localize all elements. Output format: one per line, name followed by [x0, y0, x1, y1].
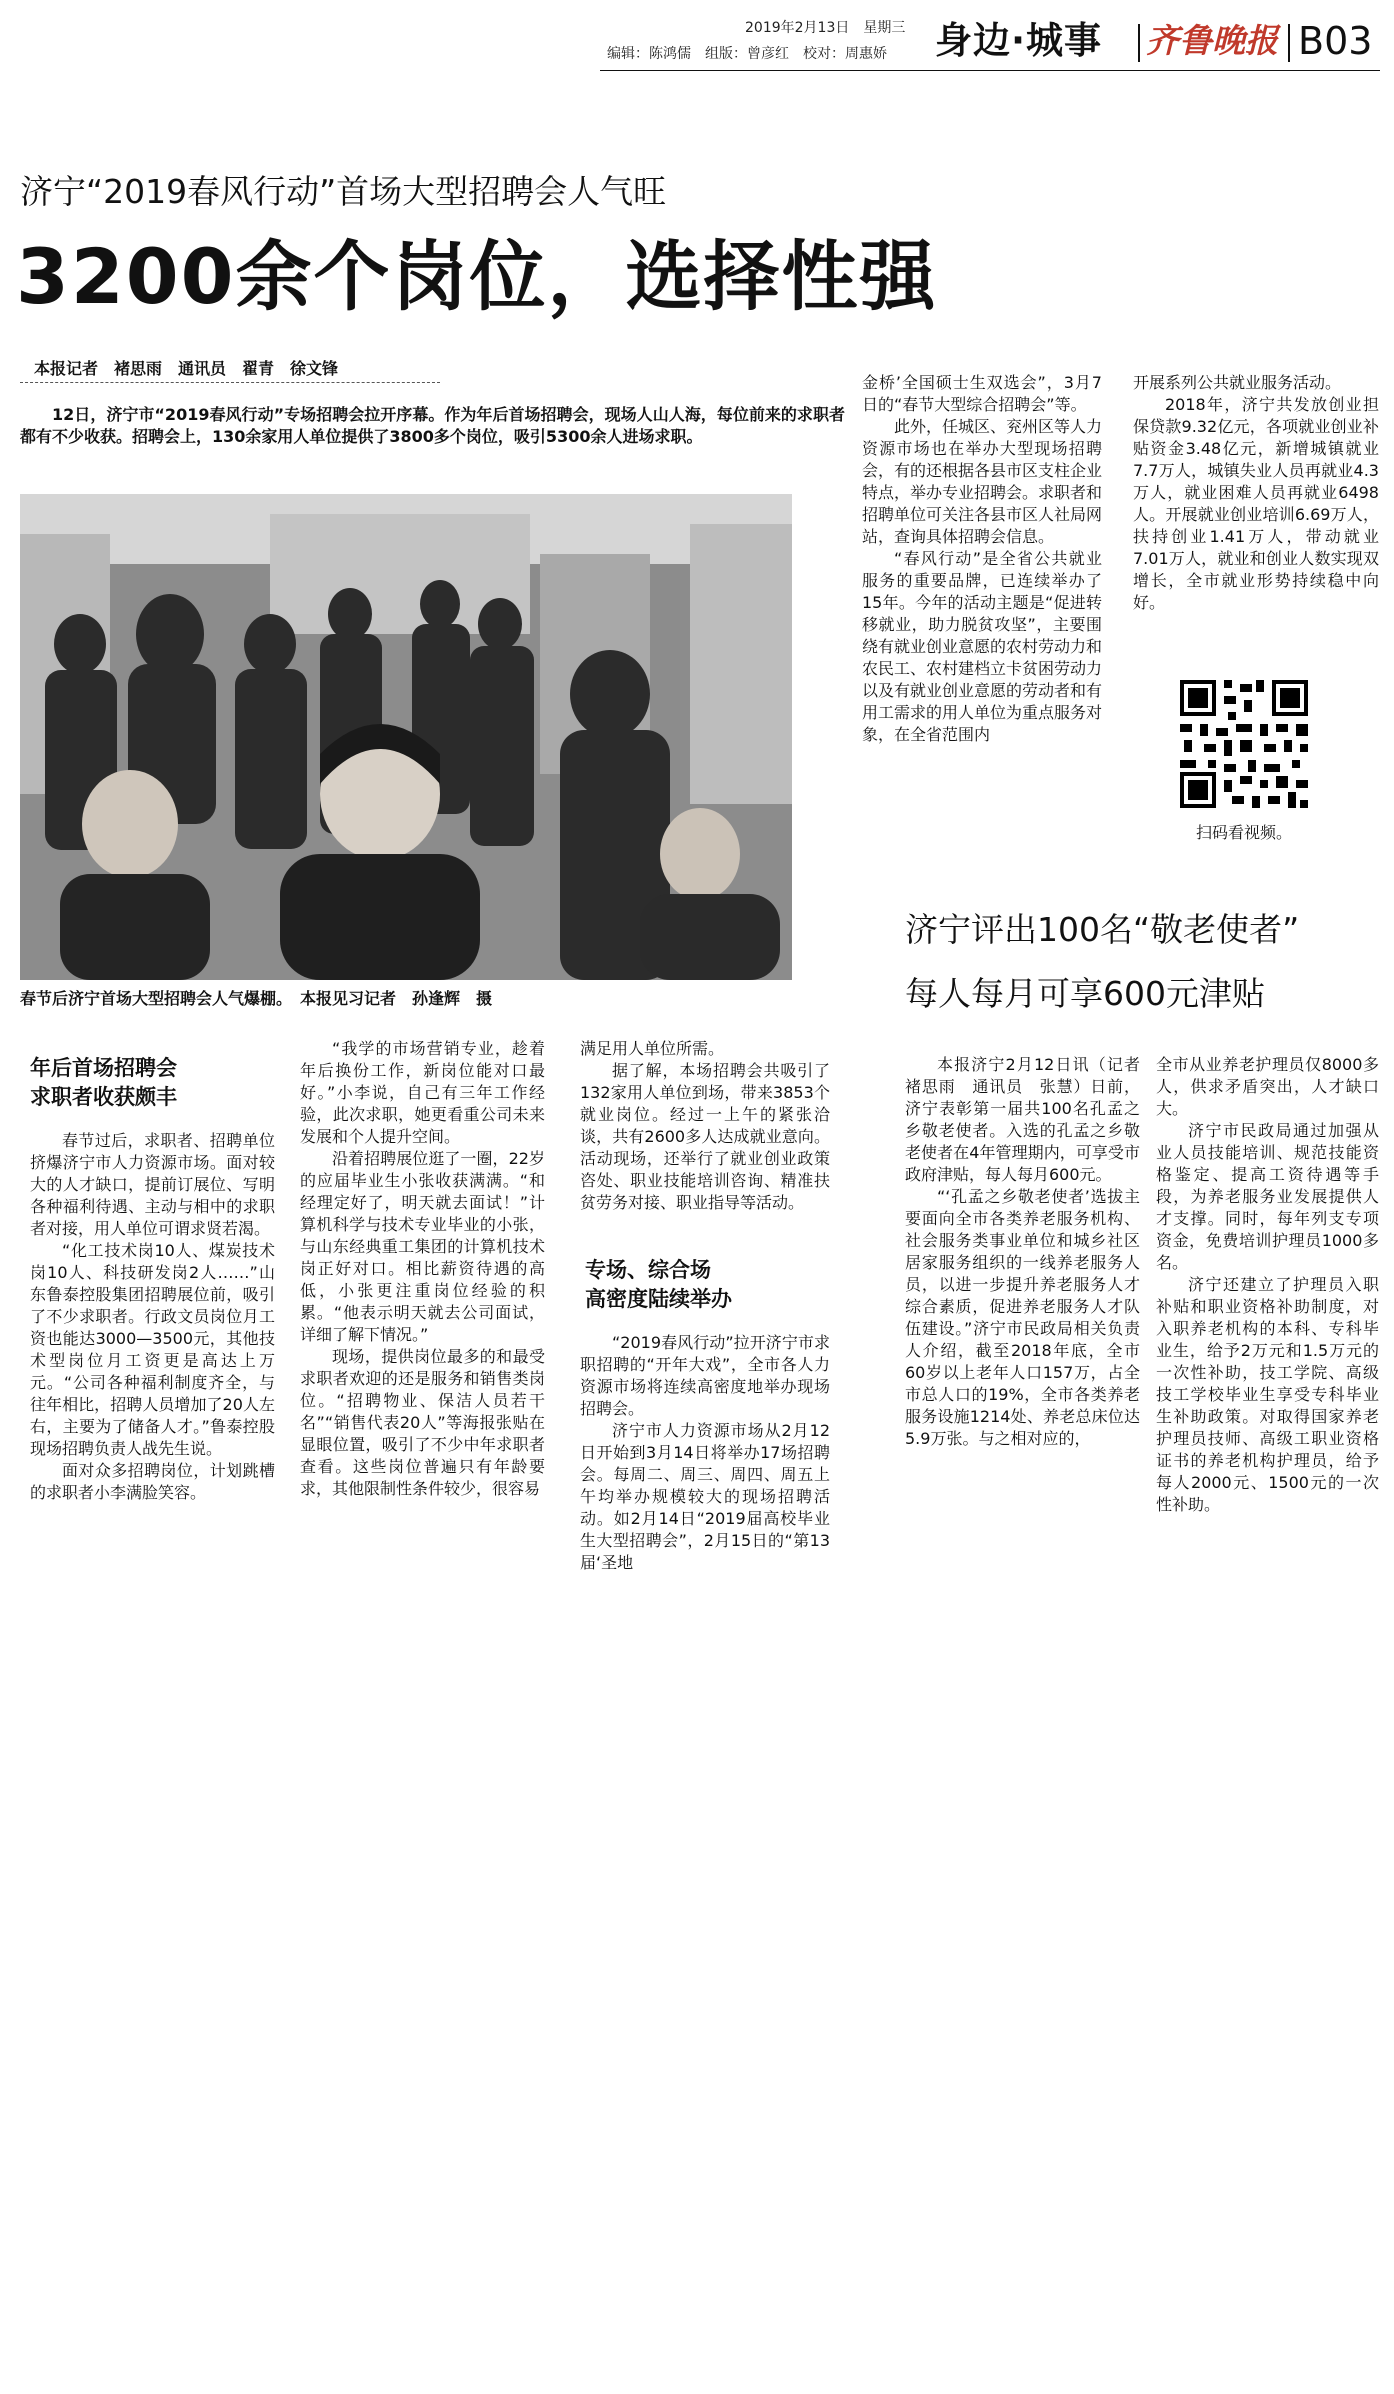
story1-lead-text: 12日，济宁市“2019春风行动”专场招聘会拉开序幕。作为年后首场招聘会，现场人山人海，每位前来的求职者都有不少收获。招聘会上，130余家用人单位提供了3800多个岗位，吸引5300余人进场求职。	[20, 405, 845, 446]
story1-column-2	[300, 1038, 545, 1500]
paragraph: 济宁还建立了护理员入职补贴和职业资格补助制度，对入职养老机构的本科、专科毕业生，给予2万元和1.5万元的一次性补助，技工学院、高级技工学校毕业生享受专科毕业生补助政策。对取得国家养老护理员技师、高级工职业资格证书的养老机构护理员，给予每人2000元、1500元的一次性补助。	[1156, 1275, 1379, 1514]
section-title: 身边·城事	[935, 19, 1103, 62]
paragraph: 据了解，本场招聘会共吸引了132家用人单位到场，带来3853个就业岗位。经过一上午的紧张洽谈，共有2600多人达成就业意向。活动现场，还举行了就业创业政策咨处、职业技能培训咨询、精准扶贫劳务对接、职业指导等活动。	[580, 1061, 830, 1212]
story2-headline: 济宁评出100名“敬老使者”	[905, 910, 1300, 949]
story2-column-1	[905, 1054, 1157, 1450]
paragraph: “‘孔孟之乡敬老使者’选拔主要面向全市各类养老服务机构、社会服务类事业单位和城乡社区居家服务组织的一线养老服务人员，以进一步提升养老服务人才综合素质，促进养老服务人才队伍建设。”济宁市民政局相关负责人介绍，截至2018年底，全市60岁以上老年人口157万，占全市总人口的19%，全市各类养老服务设施1214处、养老总床位达5.9万张。与之相对应的，	[905, 1187, 1140, 1448]
paragraph: “化工技术岗10人、煤炭技术岗10人、科技研发岗2人……”山东鲁泰控股集团招聘展位前，吸引了不少求职者。行政文员岗位月工资也能达3000—3500元，其他技术型岗位月工资更是高达上万元。“公司各种福利制度齐全，与往年相比，招聘人员增加了20人左右，主要为了储备人才。”鲁泰控股现场招聘负责人战先生说。	[30, 1241, 275, 1458]
job-fair-photo	[20, 494, 792, 980]
story2-subhead: 每人每月可享600元津贴	[905, 974, 1265, 1013]
job-fair-photo-drawing	[20, 494, 792, 980]
story2-column-2	[1156, 1054, 1379, 1516]
story1-column-4	[862, 372, 1102, 746]
byline-rule	[20, 382, 440, 383]
story1-lead	[20, 404, 845, 448]
paragraph: 满足用人单位所需。	[580, 1039, 725, 1058]
story1-subhead-1: 年后首场招聘会 求职者收获颇丰	[30, 1056, 177, 1109]
issue-weekday: 星期三	[863, 20, 906, 36]
masthead-divider-2	[1288, 24, 1290, 62]
issue-date-line	[745, 18, 905, 39]
paragraph: 本报济宁2月12日讯（记者 褚思雨 通讯员 张慧）日前，济宁表彰第一届共100名孔孟之乡敬老使者。入选的孔孟之乡敬老使者在4年管理期内，可享受市政府津贴，每人每月600元。	[905, 1055, 1157, 1184]
paragraph: “我学的市场营销专业，趁着年后换份工作，新岗位能对口最好。”小李说，自己有三年工作经验，此次求职，她更看重公司未来发展和个人提升空间。	[300, 1039, 545, 1146]
paragraph: 面对众多招聘岗位，计划跳槽的求职者小李满脸笑容。	[30, 1461, 275, 1502]
story1-column-1	[30, 1130, 275, 1504]
masthead-divider	[1138, 24, 1140, 62]
paragraph: 开展系列公共就业服务活动。	[1133, 373, 1342, 392]
paragraph: 济宁市人力资源市场从2月12日开始到3月14日将举办17场招聘会。每周二、周三、周四、周五上午均举办规模较大的现场招聘活动。如2月14日“2019届高校毕业生大型招聘会”，2月15日的“第13届‘圣地	[580, 1421, 830, 1572]
paragraph: 沿着招聘展位逛了一圈，22岁的应届毕业生小张收获满满。“和经理定好了，明天就去面试！”计算机科学与技术专业毕业的小张，与山东经典重工集团的计算机技术岗正好对口。相比薪资待遇的高低，小张更注重岗位经验的积累。“他表示明天就去公司面试，详细了解下情况。”	[300, 1149, 545, 1344]
story1-column-3a	[580, 1038, 830, 1214]
paragraph: 济宁市民政局通过加强从业人员技能培训、规范技能资格鉴定、提高工资待遇等手段，为养老服务业发展提供人才支撑。同时，每年列支专项资金，免费培训护理员1000多名。	[1156, 1121, 1379, 1272]
paragraph: 此外，任城区、兖州区等人力资源市场也在举办大型现场招聘会，有的还根据各县市区支柱企业特点，举办专业招聘会。求职者和招聘单位可关注各县市区人社局网站，查询具体招聘会信息。	[862, 417, 1103, 546]
paragraph: 春节过后，求职者、招聘单位挤爆济宁市人力资源市场。面对较大的人才缺口，提前订展位、写明各种福利待遇、主动与相中的求职者对接，用人单位可谓求贤若渴。	[30, 1131, 275, 1238]
story1-kicker: 济宁“2019春风行动”首场大型招聘会人气旺	[20, 172, 667, 211]
paragraph: “2019春风行动”拉开济宁市求职招聘的“开年大戏”，全市各人力资源市场将连续高密度地举办现场招聘会。	[580, 1333, 830, 1418]
story1-column-5	[1133, 372, 1379, 614]
story1-column-3b	[580, 1332, 830, 1574]
paragraph: “春风行动”是全省公共就业服务的重要品牌，已连续举办了15年。今年的活动主题是“促进转移就业，助力脱贫攻坚”，主要围绕有就业创业意愿的农村劳动力和农民工、农村建档立卡贫困劳动力以及有就业创业意愿的劳动者和有用工需求的用人单位为重点服务对象，在全省范围内	[862, 549, 1103, 744]
qr-code[interactable]	[1176, 676, 1312, 812]
paragraph: 现场，提供岗位最多的和最受求职者欢迎的还是服务和销售类岗位。“招聘物业、保洁人员若干名”“销售代表20人”等海报张贴在显眼位置，吸引了不少中年求职者查看。这些岗位普遍只有年龄要求，其他限制性条件较少，很容易	[300, 1347, 545, 1498]
story1-headline: 3200余个岗位，选择性强	[16, 232, 938, 321]
story1-byline: 本报记者 褚思雨 通讯员 翟青 徐文锋	[34, 359, 339, 378]
paragraph: 2018年，济宁共发放创业担保贷款9.32亿元，各项就业创业补贴资金3.48亿元，新增城镇就业7.7万人，城镇失业人员再就业4.3万人，就业困难人员再就业6498人。开展就业创业培训6.69万人，扶持创业1.41万人，带动就业7.01万人，就业和创业人数实现双增长，全市就业形势持续稳中向好。	[1133, 395, 1379, 612]
issue-date: 2019年2月13日	[745, 20, 850, 36]
paragraph: 金桥’全国硕士生双选会”，3月7日的“春节大型综合招聘会”等。	[862, 373, 1102, 414]
masthead-rule	[600, 70, 1380, 71]
editor-credits: 编辑：陈鸿儒 组版：曾彦红 校对：周惠娇	[607, 46, 887, 62]
photo-caption: 春节后济宁首场大型招聘会人气爆棚。 本报见习记者 孙逢辉 摄	[20, 989, 493, 1008]
qr-code-icon	[1176, 676, 1312, 812]
qr-caption: 扫码看视频。	[1196, 823, 1293, 842]
newspaper-logo: 齐鲁晚报	[1146, 21, 1278, 60]
story1-subhead-2: 专场、综合场 高密度陆续举办	[585, 1258, 732, 1311]
page-number: B03	[1298, 19, 1373, 63]
paragraph: 全市从业养老护理员仅8000多人，供求矛盾突出，人才缺口大。	[1156, 1055, 1379, 1118]
